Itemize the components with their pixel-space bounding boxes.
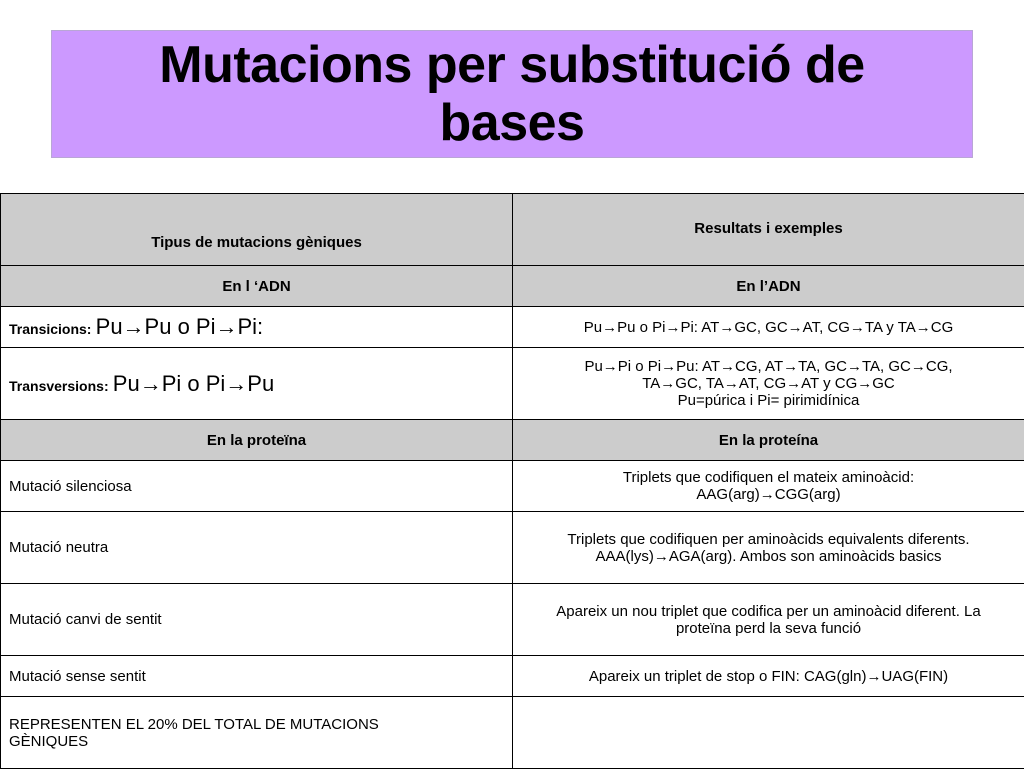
header-types: Tipus de mutacions gèniques [1,194,513,266]
footer-note [1,697,513,769]
title-line-1: Mutacions per substitució de [159,36,864,94]
footer-note-line-1: REPRESENTEN EL 20% DEL TOTAL DE MUTACIONS [9,716,379,733]
table-row-neutra [1,512,1024,584]
canvi-sentit-result [513,584,1024,656]
transicions-cell [1,307,513,348]
transversions-result-line-2: TA→GC, TA→AT, CG→AT y CG→GC [642,375,895,392]
transicions-result: Pu→Pu o Pi→Pi: AT→GC, GC→AT, CG→TA y TA→CG [513,307,1024,348]
section-row-proteina [1,420,1024,461]
mutations-table [0,193,1024,769]
canvi-sentit-type: Mutació canvi de sentit [1,584,513,656]
header-results: Resultats i exemples [513,194,1024,266]
sense-sentit-result: Apareix un triplet de stop o FIN: CAG(gln)→UAG(FIN) [513,656,1024,697]
transversions-result-line-3: Pu=púrica i Pi= pirimidínica [678,392,860,409]
table-row-canvi-sentit [1,584,1024,656]
transversions-result-line-1: Pu→Pi o Pi→Pu: AT→CG, AT→TA, GC→TA, GC→CG, [584,358,952,375]
section-adn-left: En l ‘ADN [1,266,513,307]
table-row-transversions [1,348,1024,420]
section-proteina-left: En la proteïna [1,420,513,461]
section-row-adn [1,266,1024,307]
neutra-type: Mutació neutra [1,512,513,584]
table-header-row [1,194,1024,266]
table-row-footer [1,697,1024,769]
section-proteina-right: En la proteína [513,420,1024,461]
table-row-sense-sentit [1,656,1024,697]
neutra-result-line-1: Triplets que codifiquen per aminoàcids equivalents diferents. [567,531,969,548]
section-adn-right: En l’ADN [513,266,1024,307]
transversions-label: Transversions: [9,378,109,394]
slide-title [159,36,864,152]
silenciosa-result [513,461,1024,512]
footer-note-line-2: GÈNIQUES [9,733,88,750]
silenciosa-result-line-1: Triplets que codifiquen el mateix aminoàcid: [623,469,914,486]
footer-empty-cell [513,697,1024,769]
transversions-formula: Pu→Pi o Pi→Pu [113,371,274,396]
canvi-sentit-result-line-1: Apareix un nou triplet que codifica per un aminoàcid diferent. La [556,603,980,620]
transversions-cell [1,348,513,420]
table-row-transicions [1,307,1024,348]
transicions-label: Transicions: [9,321,91,337]
transversions-result [513,348,1024,420]
title-line-2: bases [440,94,585,152]
neutra-result-line-2: AAA(lys)→AGA(arg). Ambos son aminoàcids basics [596,548,942,565]
canvi-sentit-result-line-2: proteïna perd la seva funció [676,620,861,637]
title-banner [51,30,973,158]
silenciosa-result-line-2: AAG(arg)→CGG(arg) [696,486,840,503]
transicions-formula: Pu→Pu o Pi→Pi: [96,314,264,339]
table-row-silenciosa [1,461,1024,512]
neutra-result [513,512,1024,584]
sense-sentit-type: Mutació sense sentit [1,656,513,697]
silenciosa-type: Mutació silenciosa [1,461,513,512]
